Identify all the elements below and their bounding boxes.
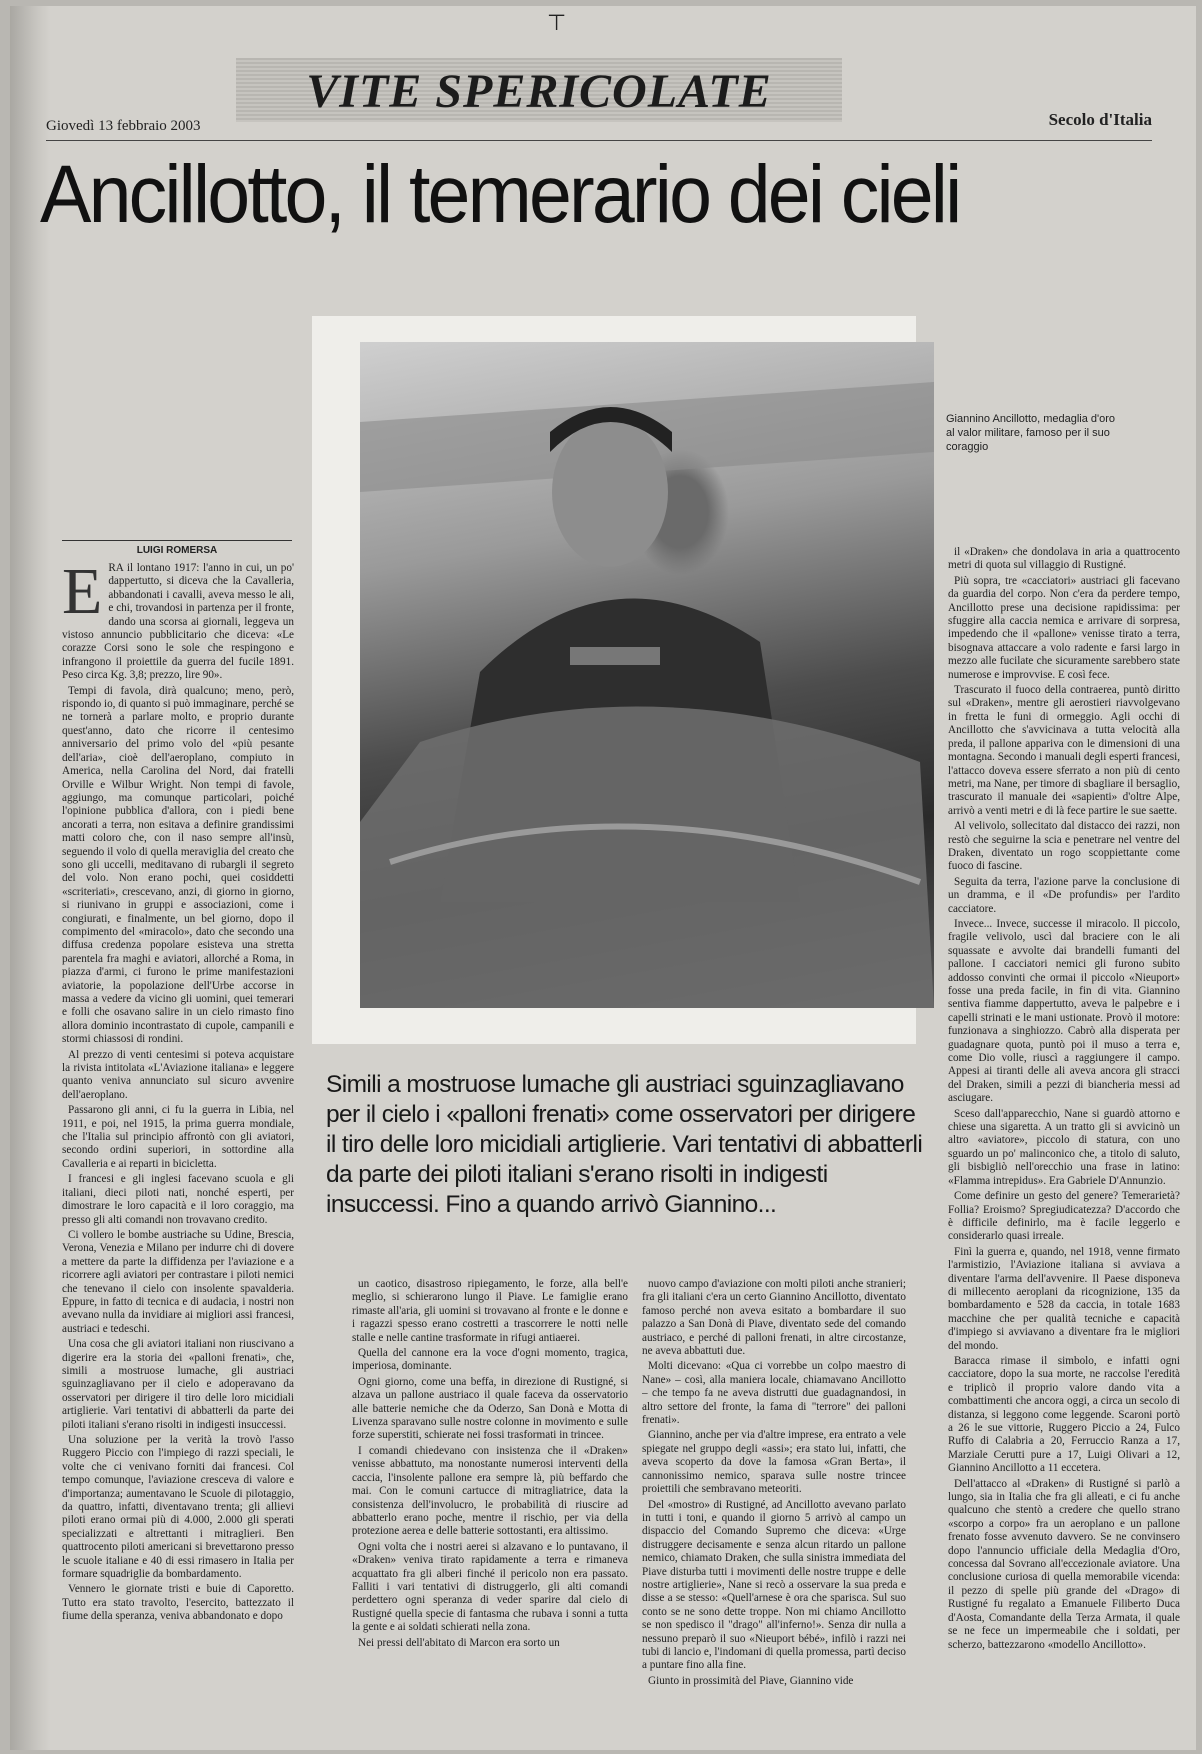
pilot-photo [360,342,934,1008]
header-rule [46,140,1152,141]
article-column-4 [948,546,1180,1732]
section-title: VITE SPERICOLATE [306,65,772,118]
article-headline: Ancillotto, il temerario dei cieli [40,149,960,240]
article-paragraph: Quella del cannone era la voce d'ogni momento, tragica, imperiosa, dominante. [352,1347,628,1373]
article-paragraph: Tempi di favola, dirà qualcuno; meno, però, rispondo io, di quanto si può immaginare, perché se ne tornerà a parlare molto, e proprio durante quest'anno, dato che ricorre il centesimo anniversario del primo volo del «più pesante dell'aria», cioè dell'aeroplano, compiuto in America, nella Carolina del Nord, dai fratelli Orville e Wilbur Wright. Non tempi di favole, aggiungo, ma comunque particolari, poiché l'opinione pubblica d'allora, con i piedi bene ancorati a terra, non esitava a definire grandissimi matti coloro che, con il naso sempre all'insù, seguendo il volo di quella meraviglia del creato che sono gli uccelli, meditavano di rubargli il segreto del volo. Non erano pochi, quei cosiddetti «scriteriati», crescevano, anzi, di giorno in giorno, si riunivano in gruppi e associazioni, come i congiurati, e finalmente, un bel giorno, dopo il compimento del «miracolo», dato che secondo una diffusa credenza popolare esisteva una stretta parentela fra maghi e aviatori, allorché a Roma, in piazza d'armi, ci furono le prime manifestazioni aviatorie, la popolazione dell'Urbe accorse in massa a vedere da vicino gli uomini, quei temerari e folli che osavano salire in un cielo rimasto fino allora dominio incontrastato di cupole, campanili e stormi chiassosi di rondini. [62,684,294,1046]
article-paragraph: Dell'attacco al «Draken» di Rustigné si parlò a lungo, sia in Italia che fra gli alleati, e ci fu anche qualcuno che stentò a credere che quello strano «scorpo a corpo» fra un aeroplano e un pallone frenato fosse avvenuto davvero. Se ne convinsero dopo l'annuncio ufficiale della Medaglia d'Oro, concessa dal Sovrano all'eccezionale aviatore. Una conclusione curiosa di quella memorabile vicenda: il pezzo di spelle più grande del «Drago» di Rustigné fu regalato a Emanuele Filiberto Duca d'Aosta, Comandante della Terza Armata, il quale se ne fece un impermeabile che i soldati, per scherzo, battezzarono «modello Ancillotto». [948,1477,1180,1651]
pin-mark: ⊤ [547,10,567,35]
article-paragraph: Una cosa che gli aviatori italiani non riuscivano a digerire era la storia dei «palloni frenati», che, simili a mostruose lumache, gli austriaci sguinzagliavano per il cielo e adoperavano da osservatori per dirigere il tiro delle loro micidiali artiglierie. Vari tentativi di abbatterli da parte dei piloti italiani s'erano risolti in indigesti insuccessi. [62,1338,294,1431]
newspaper-name: Secolo d'Italia [1048,110,1152,129]
article-paragraph: Seguita da terra, l'azione parve la conclusione di un dramma, e il «De profundis» per l'ardito cacciatore. [948,875,1180,915]
article-paragraph: Trascurato il fuoco della contraerea, puntò diritto sul «Draken», mentre gli aerostieri riavvolgevano in fretta le funi di ormeggio. Agli occhi di Ancillotto che s'avvicinava a tutta velocità alla preda, il pallone appariva con le dimensioni di una montagna. Secondo i manuali degli esperti francesi, l'attacco doveva essere sferrato a non più di cento metri, ma Nane, per timore di sbagliare il bersaglio, trascurato il manuale dei «sapienti» d'oltre Alpe, arrivò a venti metri e di là fece partire le sue saette. [948,684,1180,817]
article-column-3 [642,1278,906,1732]
pull-quote: Simili a mostruose lumache gli austriaci sguinzagliavano per il cielo i «palloni frenati» come osservatori per dirigere il tiro delle loro micidiali artiglierie. Vari tentativi di abbatterli da parte dei piloti italiani s'erano risolti in indigesti insuccessi. Fino a quando arrivò Giannino... [326,1071,923,1218]
article-column-1 [62,562,294,1732]
article-paragraph: Baracca rimase il simbolo, e infatti ogni cacciatore, dopo la sua morte, ne raccolse l'eredità e triplicò il proprio valore dando vita a combattimenti che ancora oggi, a circa un secolo di distanza, si leggono come leggende. Scaroni portò a 26 le sue vittorie, Ruggero Piccio a 24, Fulco Ruffo di Calabria a 20, Ferruccio Ranza a 17, Marziale Cerutti pure a 17, Luigi Olivari a 12, Giannino Ancillotto a 11 eccetera. [948,1354,1180,1475]
article-paragraph: Giannino, anche per via d'altre imprese, era entrato a vele spiegate nel gruppo degli «assi»; era stato lui, infatti, che aveva scoperto da dove la famosa «Gran Berta», il cannonissimo nemico, sparava sulle nostre trincee proiettili che sembravano meteoriti. [642,1429,906,1496]
article-paragraph: Come definire un gesto del genere? Temerarietà? Follia? Eroismo? Spregiudicatezza? D'accordo che è difficile definirlo, ma è facile leggerlo e considerarlo quasi irreale. [948,1190,1180,1243]
pilot-illustration [360,342,934,1008]
photo-caption: Giannino Ancillotto, medaglia d'oro al valor militare, famoso per il suo coraggio [946,413,1116,453]
article-paragraph: Vennero le giornate tristi e buie di Caporetto. Tutto era stato travolto, l'esercito, battezzato il fiume della speranza, veniva abbandonato e dopo [62,1583,294,1623]
article-paragraph: Al velivolo, sollecitato dal distacco dei razzi, non restò che seguirne la scia e penetrare nel ventre del Draken, diventato un rogo scoppiettante come fuoco di fascine. [948,820,1180,873]
article-paragraph: Molti dicevano: «Qua ci vorrebbe un colpo maestro di Nane» – così, alla maniera locale, chiamavano Ancillotto – che tempo fa ne aveva distrutti due guadagnandosi, in altro settore del fronte, la fama di "terrore" dei palloni frenati». [642,1360,906,1427]
issue-date: Giovedì 13 febbraio 2003 [46,118,201,134]
newspaper-page [10,6,1196,1750]
article-paragraph: Più sopra, tre «cacciatori» austriaci gli facevano da guardia del corpo. Non c'era da perdere tempo, Ancillotto prese una decisione rapidissima: per sfuggire alla caccia nemica e arrivare di sorpresa, impedendo che il «pallone» venisse tirato a terra, bisognava attaccare a volo radente e farsi largo in mezzo alle fucilate che sicuramente sarebbero state numerose e improvvise. E così fece. [948,574,1180,681]
article-paragraph: nuovo campo d'aviazione con molti piloti anche stranieri; fra gli italiani c'era un certo Giannino Ancillotto, diventato famoso perché non aveva esitato a bombardare il suo palazzo a San Donà di Piave, diventato sede del comando austriaco, e perché di palloni frenati, in altre circostanze, ne aveva abbattuti due. [642,1278,906,1358]
article-paragraph: Passarono gli anni, ci fu la guerra in Libia, nel 1911, e poi, nel 1915, la prima guerra mondiale, che l'Italia sul principio affrontò con gli aviatori, secondo ordini superiori, in sottordine alla Cavalleria e ai reparti in bicicletta. [62,1104,294,1170]
article-paragraph: Nei pressi dell'abitato di Marcon era sorto un [358,1636,560,1649]
article-paragraph: Giunto in prossimità del Piave, Giannino vide [648,1674,854,1687]
article-paragraph: Invece... Invece, successe il miracolo. Il piccolo, fragile velivolo, uscì dal braciere con le ali squassate e avvolte dai brandelli fumanti del pallone. I cacciatori nemici gli furono subito addosso convinti che ormai il piccolo «Nieuport» fosse una preda facile, in fin di vita. Giannino sentiva fiamme dappertutto, aveva le palpebre e i capelli strinati e le mani ustionate. Provò il motore: funzionava a singhiozzo. Cabrò alla disperata per guadagnare quota, puntò poi il muso a terra e, come Dio volle, riuscì a raggiungere il campo. Appesi ai tiranti delle ali aveva ancora gli stracci del Draken, simili a pezzi di biancheria messi ad asciugare. [948,917,1180,1105]
article-paragraph: Ogni giorno, come una beffa, in direzione di Rustigné, si alzava un pallone austriaco il quale faceva da osservatorio alle batterie nemiche che da Oderzo, San Donà e Motta di Livenza sparavano sulle nostre colonne in movimento e sulle forze superstiti, schierate nei fossi trasformati in trincee. [352,1375,628,1442]
section-banner [236,58,842,122]
article-paragraph: Una soluzione per la verità la trovò l'asso Ruggero Piccio con l'impiego di razzi speciali, le volte che ci venivano forniti dai francesi. Col tempo comunque, l'aviazione cresceva di valore e d'importanza; aumentavano le Scuole di pilotaggio, da quattro, infatti, diventavano trenta; gli allievi piloti erano ormai più di 4.000, 2.000 gli sperati specializzati e altrettanti i mitraglieri. Ben quattrocento piloti americani si brevettarono presso le scuole italiane e 40 di essi rimasero in Italia per formare squadriglie da bombardamento. [62,1434,294,1581]
drop-cap: E [62,562,103,628]
page-fold-shadow [10,6,50,1750]
article-paragraph: I comandi chiedevano con insistenza che il «Draken» venisse abbattuto, ma nonostante numerosi interventi della caccia, l'insolente pallone era sempre là, più beffardo che mai. Con le comuni cartucce di mitragliatrice, data la consistenza dell'involucro, le probabilità di riuscire ad abbatterlo erano poche, mentre il rischio, per via della protezione aerea e delle batterie sottostanti, era altissimo. [352,1444,628,1538]
article-paragraph: Ci vollero le bombe austriache su Udine, Brescia, Verona, Venezia e Milano per indurre chi di dovere a mettere da parte la diffidenza per l'aviazione e a ricorrere agli aviatori per contrastare i piloti nemici che tenevano il cielo con insolente spavalderia. Eppure, in fatto di tecnica e di audacia, i nostri non avevano nulla da invidiare ai migliori assi francesi, austriaci e tedeschi. [62,1228,294,1335]
article-paragraph: un caotico, disastroso ripiegamento, le forze, alla bell'e meglio, si schierarono lungo il Piave. Le famiglie erano rimaste all'aria, gli uomini si trovavano al fronte e le donne e i ragazzi spesso erano costretti a trascorrere le notti nelle stalle e nelle cantine trasformate in rifugi antiaerei. [352,1278,628,1344]
article-column-2 [352,1278,628,1732]
article-paragraph: ERA il lontano 1917: l'anno in cui, un po' dappertutto, si diceva che la Cavalleria, abbandonati i cavalli, aveva messo le ali, e chi, trovandosi in partenza per il fronte, dando una scorsa ai giornali, leggeva un vistoso annuncio pubblicitario che diceva: «Le corazze Corsi sono le sole che respingono e infrangono il proiettile da guerra del fucile 1891. Peso circa Kg. 3,8; prezzo, lire 90». [62,562,294,682]
article-paragraph: Ogni volta che i nostri aerei si alzavano e lo puntavano, il «Draken» veniva tirato rapidamente a terra e rimaneva acquattato fra gli alberi finché il pericolo non era passato. Falliti i vari tentativi di distruggerlo, gli alti comandi perdettero ogni speranza di veder sparire dal cielo di Rustigné quella specie di fantasma che rubava i sonni a tutta la gente e ai soldati schierati nella zona. [352,1540,628,1634]
author-byline: LUIGI ROMERSA [62,540,292,556]
article-paragraph: Sceso dall'apparecchio, Nane si guardò attorno e chiese una sigaretta. A un tratto gli si avvicinò un altro «aviatore», piccolo di statura, con uno sguardo un po' malinconico che, a titolo di saluto, gli bisbigliò nell'orecchio una frase in latino: «Flamma intrepidus». Era Gabriele D'Annunzio. [948,1107,1180,1187]
article-paragraph: Finì la guerra e, quando, nel 1918, venne firmato l'armistizio, l'Aviazione italiana si avviava a diventare l'arma dell'avvenire. Il Paese disponeva di millecento aeroplani da ricognizione, 135 da bombardamento e 528 da caccia, in totale 1683 macchine che per qualità tecniche e capacità d'impiego si avviavano a diventare fra le migliori del mondo. [948,1245,1180,1352]
article-paragraph: Al prezzo di venti centesimi si poteva acquistare la rivista intitolata «L'Aviazione italiana» e leggere quanto veniva annunciato sul sicuro avvenire dell'aeroplano. [62,1048,294,1101]
article-paragraph: Del «mostro» di Rustigné, ad Ancillotto avevano parlato in tutti i toni, e quando il giorno 5 arrivò al campo un dispaccio del Comando Supremo che diceva: «Urge distruggere decisamente e senza alcun ritardo un pallone nemico, chiamato Draken, che sulla sinistra immediata del Piave disturba tutti i movimenti delle nostre truppe e delle nostre artiglierie», Nane si recò a osservare la sua preda e disse a se stesso: «Quell'arnese è ora che sparisca. Sul suo conto se ne sono dette troppe. Non mi chiamo Ancillotto se non spedisco il "drago" all'inferno!». Senza dir nulla a nessuno preparò il suo «Nieuport bébé», infilò i razzi nei tubi di lancio e, l'indomani di quella promessa, partì deciso a puntare fino alla fine. [642,1498,906,1672]
article-paragraph: il «Draken» che dondolava in aria a quattrocento metri di quota sul villaggio di Rustigné. [948,546,1180,572]
article-paragraph: I francesi e gli inglesi facevano scuola e gli italiani, dieci piloti nati, nonché esperti, per dimostrare le loro capacità e il loro coraggio, ma presso gli alti comandi non trovavano credito. [62,1173,294,1226]
